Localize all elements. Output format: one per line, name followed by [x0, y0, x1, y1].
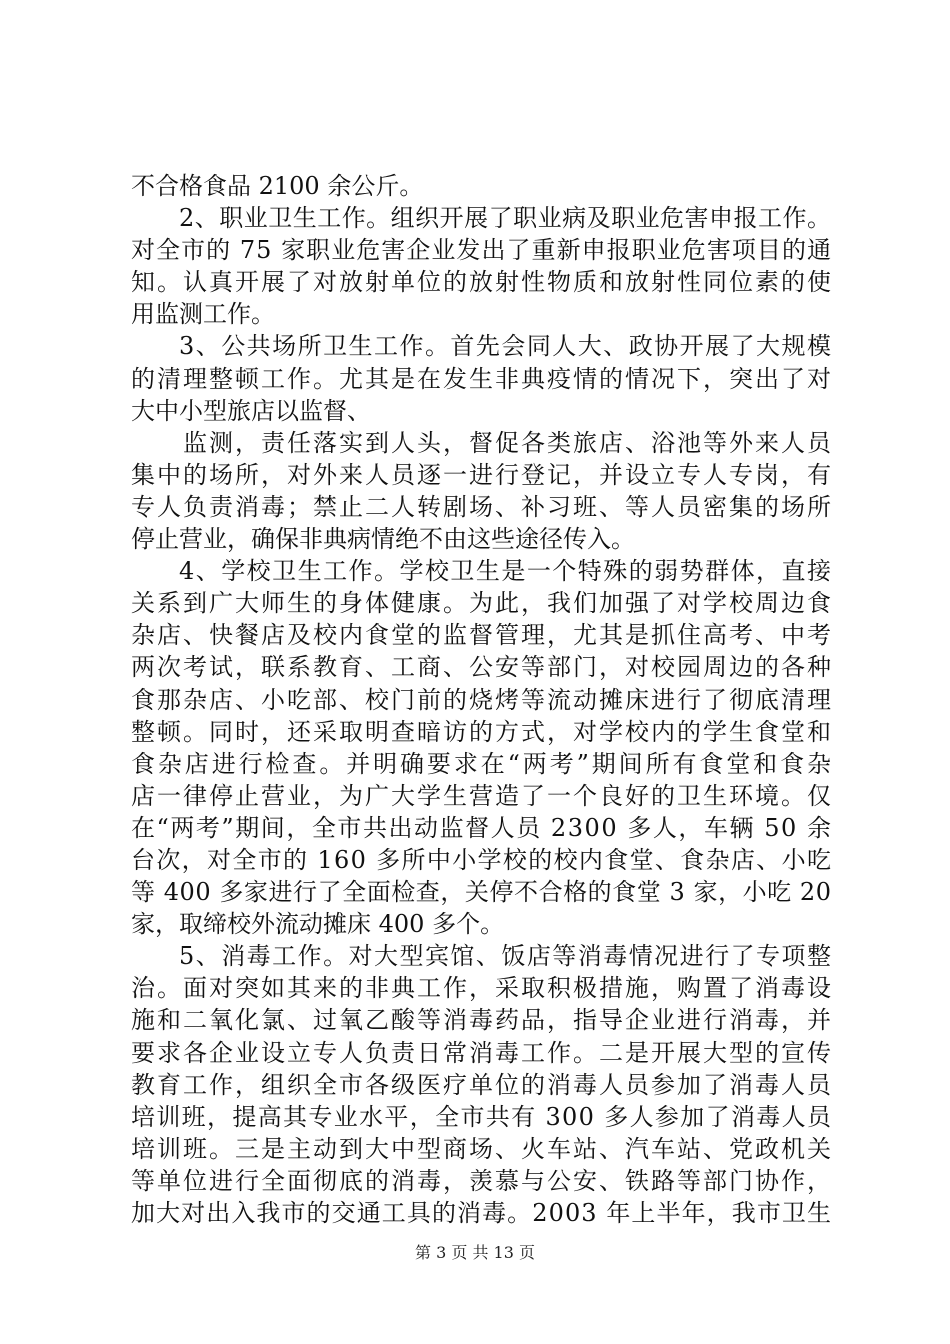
text-line: 整顿。同时，还采取明查暗访的方式，对学校内的学生食堂和 — [131, 717, 833, 746]
text-line: 培训班，提高其专业水平，全市共有 300 多人参加了消毒人员 — [131, 1102, 833, 1131]
text-line: 食那杂店、小吃部、校门前的烧烤等流动摊床进行了彻底清理 — [131, 685, 833, 714]
text-line: 施和二氧化氯、过氧乙酸等消毒药品，指导企业进行消毒，并 — [131, 1006, 833, 1035]
text-line: 加大对出入我市的交通工具的消毒。2003 年上半年，我市卫生 — [131, 1199, 833, 1227]
text-line: 两次考试，联系教育、工商、公安等部门，对校园周边的各种 — [131, 653, 833, 682]
text-line: 家，取缔校外流动摊床 400 多个。 — [131, 910, 505, 939]
text-line: 知。认真开展了对放射单位的放射性物质和放射性同位素的使 — [131, 268, 833, 297]
text-line: 关系到广大师生的身体健康。为此，我们加强了对学校周边食 — [131, 589, 833, 618]
text-line: 3、公共场所卫生工作。首先会同人大、政协开展了大规模 — [179, 332, 833, 361]
text-line: 等单位进行全面彻底的消毒，羡慕与公安、铁路等部门协作， — [131, 1166, 833, 1195]
text-line: 的清理整顿工作。尤其是在发生非典疫情的情况下，突出了对 — [131, 364, 833, 393]
text-line: 教育工作，组织全市各级医疗单位的消毒人员参加了消毒人员 — [131, 1070, 833, 1099]
text-line: 等 400 多家进行了全面检查，关停不合格的食堂 3 家，小吃 20 — [131, 878, 832, 907]
text-line: 用监测工作。 — [131, 300, 275, 329]
text-line: 监测，责任落实到人头，督促各类旅店、浴池等外来人员 — [183, 428, 833, 457]
text-line: 杂店、快餐店及校内食堂的监督管理，尤其是抓住高考、中考 — [131, 621, 833, 650]
text-line: 不合格食品 2100 余公斤。 — [131, 172, 424, 200]
document-body — [131, 170, 834, 1229]
text-line: 专人负责消毒；禁止二人转剧场、补习班、等人员密集的场所 — [131, 492, 833, 521]
page-number-footer: 第 3 页 共 13 页 — [415, 1243, 535, 1262]
text-line: 停止营业，确保非典病情绝不由这些途径传入。 — [131, 525, 635, 554]
text-line: 在“两考”期间，全市共出动监督人员 2300 多人，车辆 50 余 — [131, 813, 833, 842]
text-line: 要求各企业设立专人负责日常消毒工作。二是开展大型的宣传 — [131, 1038, 833, 1067]
text-line: 食杂店进行检查。并明确要求在“两考”期间所有食堂和食杂 — [131, 749, 834, 778]
text-line: 培训班。三是主动到大中型商场、火车站、汽车站、党政机关 — [131, 1134, 833, 1163]
text-line: 对全市的 75 家职业危害企业发出了重新申报职业危害项目的通 — [131, 236, 833, 265]
text-line: 店一律停止营业，为广大学生营造了一个良好的卫生环境。仅 — [131, 781, 833, 810]
text-line: 大中小型旅店以监督、 — [131, 396, 371, 425]
text-line: 集中的场所，对外来人员逐一进行登记，并设立专人专岗，有 — [131, 460, 833, 489]
text-line: 2、职业卫生工作。组织开展了职业病及职业危害申报工作。 — [179, 204, 832, 233]
text-line: 4、学校卫生工作。学校卫生是一个特殊的弱势群体，直接 — [179, 557, 833, 586]
text-line: 台次，对全市的 160 多所中小学校的校内食堂、食杂店、小吃 — [131, 845, 833, 874]
text-line: 5、消毒工作。对大型宾馆、饭店等消毒情况进行了专项整 — [179, 942, 833, 971]
text-line: 治。面对突如其来的非典工作，采取积极措施，购置了消毒设 — [131, 974, 833, 1003]
